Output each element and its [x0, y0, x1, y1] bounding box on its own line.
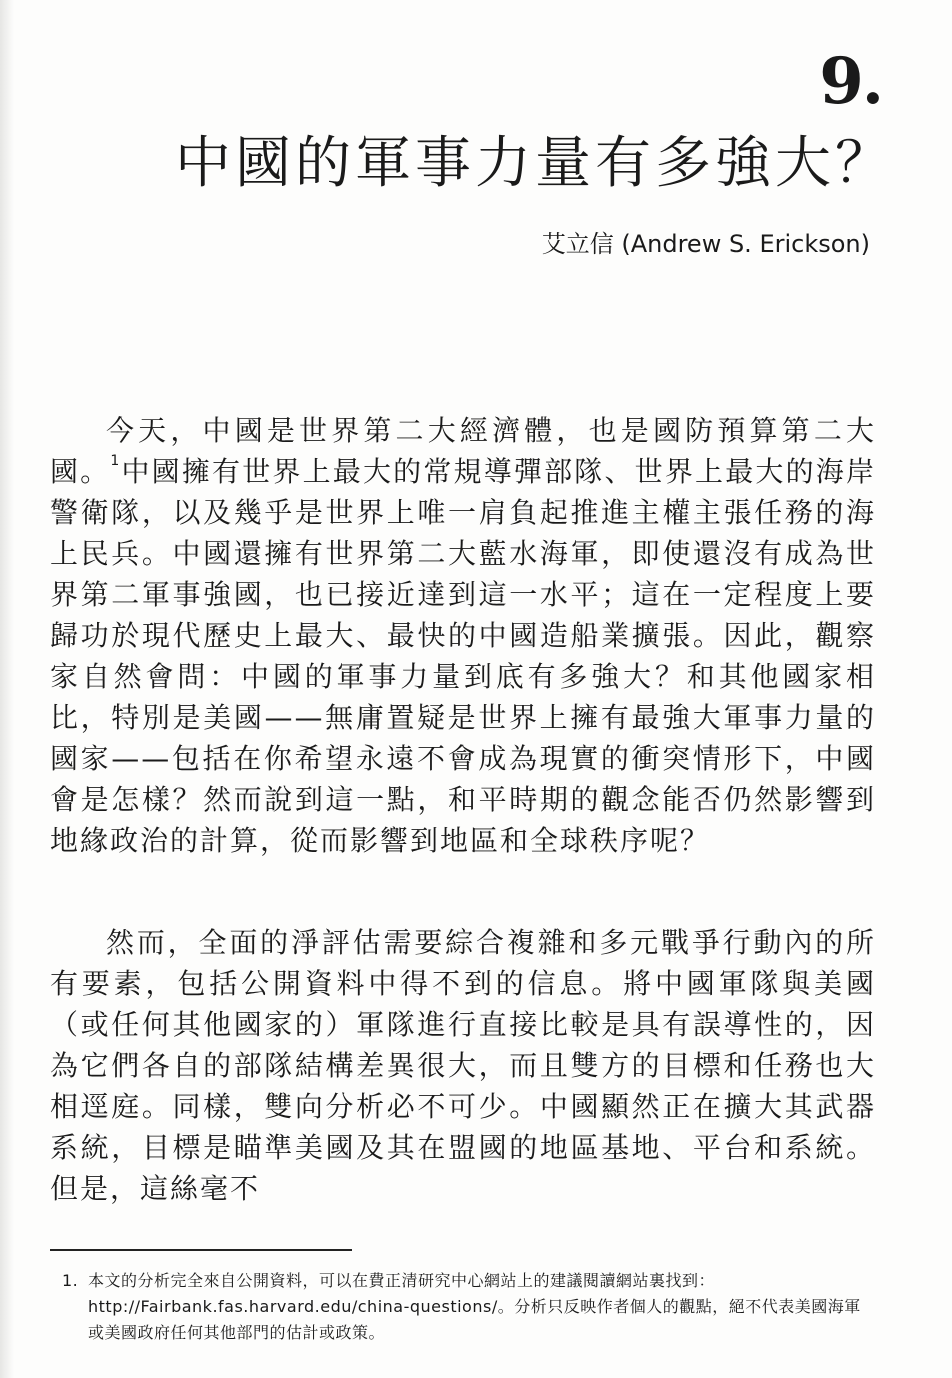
page-scan-edge [0, 0, 14, 1378]
body-paragraph-2 [50, 922, 876, 1209]
paragraph-2-text: 然而，全面的淨評估需要綜合複雜和多元戰爭行動內的所有要素，包括公開資料中得不到的信息。將中國軍隊與美國（或任何其他國家的）軍隊進行直接比較是具有誤導性的，因為它們各自的部隊結構差異很大，而且雙方的目標和任務也大相逕庭。同樣，雙向分析必不可少。中國顯然正在擴大其武器系統，目標是瞄準美國及其在盟國的地區基地、平台和系統。但是，這絲毫不 [50, 926, 876, 1205]
paragraph-1-continuation: 中國擁有世界上最大的常規導彈部隊、世界上最大的海岸警衛隊，以及幾乎是世界上唯一肩負起推進主權主張任務的海上民兵。中國還擁有世界第二大藍水海軍，即使還沒有成為世界第二軍事強國，也已接近達到這一水平；這在一定程度上要歸功於現代歷史上最大、最快的中國造船業擴張。因此，觀察家自然會問：中國的軍事力量到底有多強大？和其他國家相比，特別是美國——無庸置疑是世界上擁有最強大軍事力量的國家——包括在你希望永遠不會成為現實的衝突情形下，中國會是怎樣？然而說到這一點，和平時期的觀念能否仍然影響到地緣政治的計算，從而影響到地區和全球秩序呢？ [50, 455, 876, 857]
chapter-number: 9. [819, 44, 882, 119]
footnote [62, 1268, 874, 1346]
body-paragraph-1 [50, 410, 876, 861]
footnote-reference: 1 [110, 453, 122, 469]
footnote-divider [50, 1249, 352, 1251]
footnote-text: 本文的分析完全來自公開資料，可以在費正清研究中心網站上的建議閱讀網站裏找到：http://Fairbank.fas.harvard.edu/china-questions/。分析只反映作者個人的觀點，絕不代表美國海軍或美國政府任何其他部門的估計或政策。 [88, 1271, 861, 1342]
paragraph-1-opening: 今天，中國是世界第二大經濟體，也是國防預算第二大國。 [50, 414, 876, 488]
footnote-number: 1. [62, 1271, 79, 1290]
author-byline: 艾立信 (Andrew S. Erickson) [541, 230, 870, 258]
chapter-title: 中國的軍事力量有多強大？ [175, 131, 895, 196]
